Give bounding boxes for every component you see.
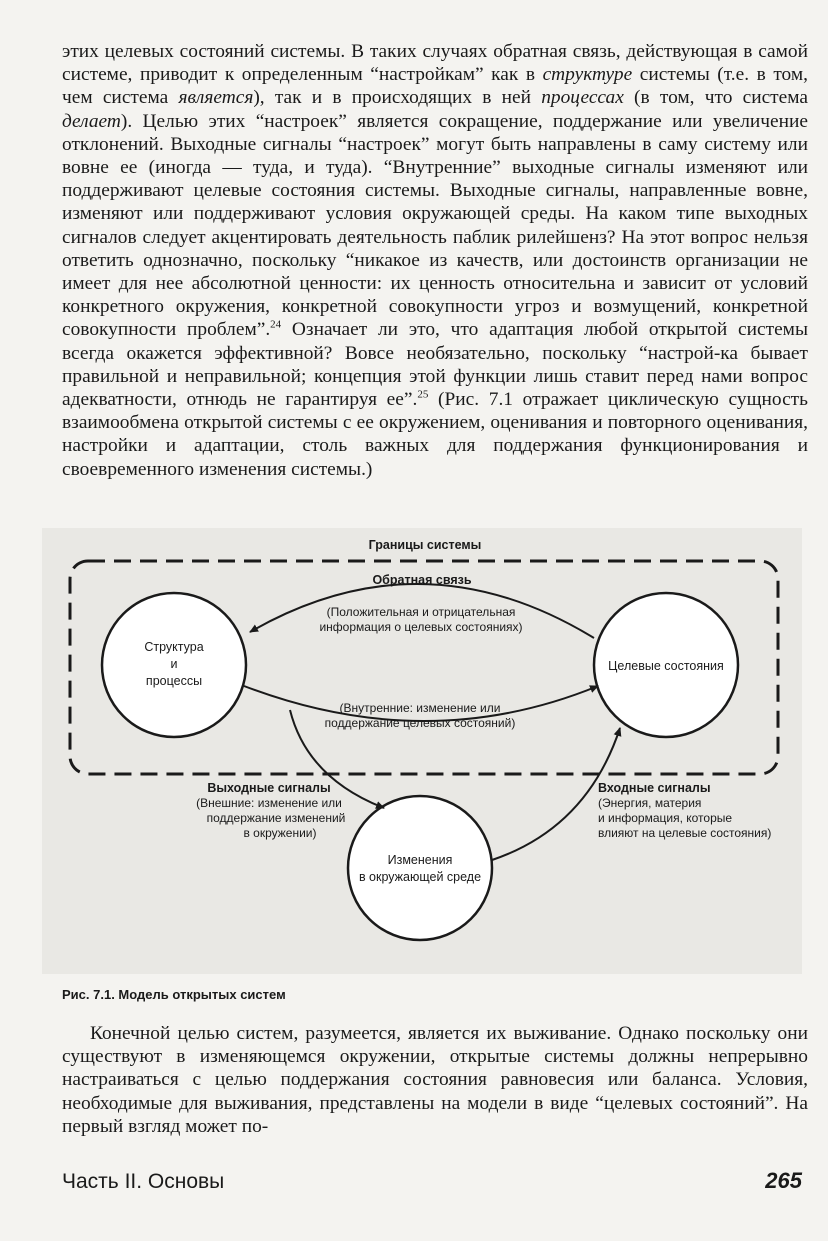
structure-node-label: Структура [144,640,204,654]
output-info-line: в окружении) [243,826,317,840]
text-run: Означает ли это, что адаптация любой открытой системы всегда окажется эффективной? Вовсе необязательно, поскольку “настрой-ка бывает правильной и неправильной; концепция этой функции лишь ставит перед нами вопрос адекватности, отнюдь не гарантируя ее”. [62,319,808,411]
internal-info-line: поддержание целевых состояний) [324,716,516,730]
emphasis-processes: процессах [541,87,624,109]
diagram-svg [42,528,802,974]
internal-info-line: (Внутренние: изменение или [339,701,501,715]
text-run: (в том, что система [623,87,808,109]
output-info-line: поддержание изменений [206,811,346,825]
figure-caption: Рис. 7.1. Модель открытых систем [62,987,286,1002]
emphasis-does: делает [62,110,121,132]
input-info-line: и информация, которые [598,811,733,825]
figure-open-systems-model [42,528,802,974]
environment-node-label: Изменения [387,853,453,867]
feedback-info-line: информация о целевых состояниях) [319,620,523,634]
input-info-line: влияют на целевые состояния) [598,826,772,840]
structure-node-label: и [170,657,178,671]
text-run: системы (т.е. в том, чем система [62,64,809,109]
text-run: ). Целью этих “настроек” является сокращение, поддержание или увеличение отклонений. Выходные сигналы “настроек” могут быть направлены в саму систему или вовне ее (иногда — туда, и туда). “Внутренние” выходные сигналы изменяют или поддерживают целевые состояния системы. Выходные сигналы, направленные вовне, изменяют или поддерживают условия окружающей среды. На каком типе выходных сигналов следует акцентировать деятельность паблик рилейшенз? На этот вопрос нельзя ответить однозначно, поскольку “никакое из качеств, или достоинств организации не имеет для нее абсолютной ценности: их ценность относительна и зависит от условий конкретного окружения, конкретной совокупности угроз и возмущений, конкретной совокупности проблем”. [62,110,808,341]
body-paragraph-1 [62,40,808,481]
input-title: Входные сигналы [598,781,711,795]
text-run: (Рис. 7.1 отражает циклическую сущность взаимообмена открытой системы с ее окружением, оценивания и повторного оценивания, настройки и адаптации, столь важных для поддержания функционирования и своевременного изменения системы.) [62,389,809,480]
output-info-line: (Внешние: изменение или [196,796,342,810]
structure-node-label: процессы [145,674,203,688]
running-footer-section: Часть II. Основы [62,1170,225,1193]
text-run: ), так и в происходящих в ней [253,87,542,109]
footnote-ref-24: 24 [270,318,282,331]
emphasis-structure: структуре [542,64,633,86]
page-number: 265 [765,1168,802,1193]
output-title: Выходные сигналы [207,781,331,795]
environment-node-label: в окружающей среде [358,870,482,884]
footnote-ref-25: 25 [417,388,429,401]
emphasis-is: является [178,87,254,109]
input-info-line: (Энергия, материя [598,796,702,810]
goals-node-label: Целевые состояния [608,659,724,673]
feedback-info-line: (Положительная и отрицательная [326,605,516,619]
body-paragraph-2: Конечной целью систем, разумеется, является их выживание. Однако поскольку они существуют в изменяющемся окружении, открытые системы должны непрерывно настраиваться с целью поддержания состояния равновесия или баланса. Условия, необходимые для выживания, представлены на модели в виде “целевых состояний”. На первый взгляд может по- [62,1023,808,1137]
environment-node [348,796,492,940]
feedback-label: Обратная связь [372,573,472,587]
boundary-label: Границы системы [368,538,482,552]
text-run: этих целевых состояний системы. В таких случаях обратная связь, действующая в самой системе, приводит к определенным “настройкам” как в [62,41,808,86]
